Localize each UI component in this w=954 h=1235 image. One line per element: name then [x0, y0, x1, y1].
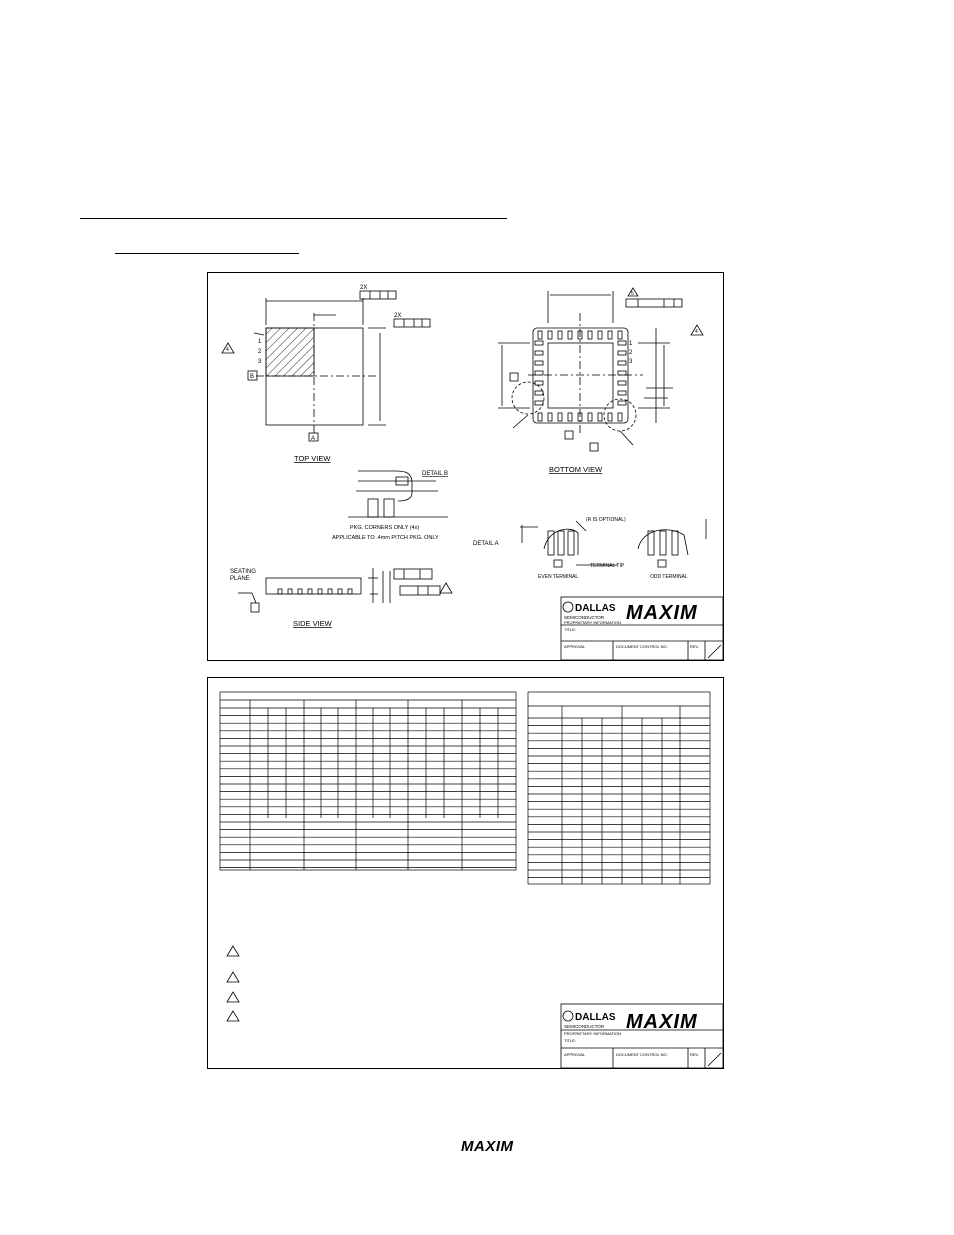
note-triangle-icon	[227, 946, 239, 956]
right-dimension-table	[528, 692, 710, 884]
pin-2-label: 2	[258, 349, 262, 355]
title-block-2-title: TITLE:	[564, 1038, 577, 1043]
dimension-tables	[208, 678, 723, 1068]
datum-a-label: A	[311, 436, 316, 442]
title-block-doc-control: DOCUMENT CONTROL NO.	[616, 644, 668, 649]
title-block-company-sub: SEMICONDUCTOR	[564, 615, 605, 620]
title-block-company: DALLAS	[575, 603, 616, 614]
side-view-label: SIDE VIEW	[293, 619, 332, 628]
title-block-2-company: DALLAS	[575, 1012, 616, 1023]
datum-b-label: B	[250, 374, 255, 380]
seating-plane-label-2: PLANE	[230, 576, 250, 582]
title-block-maxim-logo: MAXIM	[626, 602, 698, 624]
note-4-mark: 4	[226, 347, 229, 353]
pitch-note: APPLICABLE TO .4mm PITCH PKG. ONLY	[332, 535, 439, 541]
bottom-pin-1-label: 1	[629, 341, 633, 347]
bottom-view-label: BOTTOM VIEW	[549, 465, 603, 474]
package-outline-drawing	[208, 273, 723, 660]
left-dimension-table	[220, 692, 516, 870]
package-drawing-sheet-2	[207, 677, 724, 1069]
r-optional-note: (R IS OPTIONAL)	[586, 517, 626, 523]
title-block-rev: REV.	[690, 644, 699, 649]
title-block-2-doc-control: DOCUMENT CONTROL NO.	[616, 1052, 668, 1057]
bottom-pin-2-label: 2	[629, 350, 633, 356]
even-terminal-label: EVEN TERMINAL	[538, 574, 579, 580]
note-triangle-icon	[227, 1011, 239, 1021]
pkg-corners-note: PKG. CORNERS ONLY (4x)	[350, 525, 420, 531]
title-block-2-proprietary: PROPRIETARY INFORMATION	[564, 1031, 622, 1036]
note-5-mark: 5	[631, 291, 634, 297]
note-triangle-icon	[227, 992, 239, 1002]
subheading-underline	[115, 253, 299, 254]
pin-1-label: 1	[258, 339, 262, 345]
maxim-logo	[461, 1136, 523, 1156]
detail-b-label: DETAIL B	[422, 471, 449, 477]
seating-plane-label-1: SEATING	[230, 569, 256, 575]
note-4-mark-bottom: 4	[695, 329, 698, 335]
title-block-2-maxim-logo: MAXIM	[626, 1011, 698, 1033]
package-drawing-sheet-1	[207, 272, 724, 661]
note-triangle-icon	[227, 972, 239, 982]
title-block-approval: APPROVAL	[564, 644, 586, 649]
pin-3-label: 3	[258, 359, 262, 365]
title-block-2-rev: REV.	[690, 1052, 699, 1057]
twox-label-1: 2X	[360, 285, 368, 291]
detail-a-label: DETAIL A	[473, 541, 499, 547]
title-block-proprietary: PROPRIETARY INFORMATION	[564, 620, 622, 625]
title-block-2-approval: APPROVAL	[564, 1052, 586, 1057]
title-block-2-company-sub: SEMICONDUCTOR	[564, 1024, 605, 1029]
title-block-title: TITLE:	[564, 627, 577, 632]
maxim-logo-text: MAXIM	[461, 1138, 514, 1155]
terminal-tip-label: TERMINAL TIP	[590, 563, 625, 569]
twox-label-2: 2X	[394, 313, 402, 319]
odd-terminal-label: ODD TERMINAL	[650, 574, 688, 580]
bottom-pin-3-label: 3	[629, 359, 633, 365]
heading-underline	[80, 218, 507, 219]
top-view-label: TOP VIEW	[294, 454, 331, 463]
